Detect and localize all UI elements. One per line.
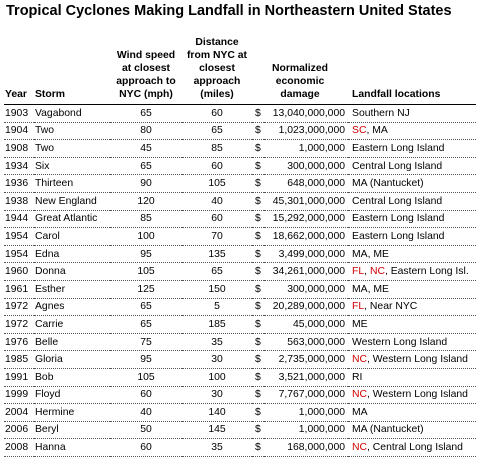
- storm-cell: Vagabond: [34, 105, 110, 123]
- distance-cell: 185: [182, 316, 252, 334]
- landfall-cell: [348, 298, 476, 316]
- year-cell: 1934: [4, 157, 34, 175]
- currency-symbol: $: [252, 280, 264, 298]
- storm-cell: Carol: [34, 228, 110, 246]
- currency-symbol: $: [252, 157, 264, 175]
- landfall-cell: [348, 263, 476, 281]
- landfall-cell: [348, 192, 476, 210]
- landfall-cell: [348, 280, 476, 298]
- currency-symbol: $: [252, 386, 264, 404]
- wind-cell: 85: [110, 210, 182, 228]
- wind-cell: 65: [110, 298, 182, 316]
- currency-symbol: $: [252, 421, 264, 439]
- distance-cell: 65: [182, 263, 252, 281]
- landfall-cell: [348, 140, 476, 158]
- landfall-cell: [348, 404, 476, 422]
- landfall-segment: Western Long Island: [352, 336, 448, 348]
- landfall-segment: Central Long Island: [352, 195, 443, 207]
- storm-cell: Thirteen: [34, 175, 110, 193]
- table-row: [4, 122, 476, 140]
- storm-cell: Bob: [34, 368, 110, 386]
- header-landfall: Landfall locations: [348, 36, 476, 105]
- header-wind: [110, 36, 182, 105]
- landfall-cell: [348, 333, 476, 351]
- year-cell: 2004: [4, 404, 34, 422]
- landfall-segment: NC: [352, 442, 368, 454]
- distance-cell: 60: [182, 157, 252, 175]
- distance-cell: 100: [182, 368, 252, 386]
- landfall-segment: , Western Long Island: [367, 389, 468, 401]
- storm-cell: Carrie: [34, 316, 110, 334]
- year-cell: 1938: [4, 192, 34, 210]
- currency-symbol: $: [252, 228, 264, 246]
- header-storm: Storm: [34, 36, 110, 105]
- wind-cell: 105: [110, 263, 182, 281]
- landfall-cell: [348, 210, 476, 228]
- damage-cell: 300,000,000: [264, 280, 348, 298]
- landfall-segment: Eastern Long Island: [352, 213, 445, 225]
- storm-cell: Floyd: [34, 386, 110, 404]
- landfall-cell: [348, 351, 476, 369]
- header-wind-line: NYC (mph): [119, 89, 173, 100]
- landfall-segment: , MA: [366, 125, 388, 137]
- header-damage: [252, 36, 348, 105]
- currency-symbol: $: [252, 175, 264, 193]
- header-wind-line: Wind speed: [116, 50, 176, 61]
- header-distance-line: from NYC at: [186, 50, 248, 61]
- table-row: [4, 140, 476, 158]
- table-row: [4, 404, 476, 422]
- wind-cell: 65: [110, 105, 182, 123]
- landfall-segment: MA (Nantucket): [352, 178, 424, 190]
- wind-cell: 75: [110, 333, 182, 351]
- table-row: [4, 105, 476, 123]
- distance-cell: 150: [182, 280, 252, 298]
- landfall-segment: Eastern Long Island: [352, 142, 445, 154]
- year-cell: 1904: [4, 122, 34, 140]
- damage-cell: 45,301,000,000: [264, 192, 348, 210]
- storm-cell: Belle: [34, 333, 110, 351]
- wind-cell: 95: [110, 245, 182, 263]
- table-row: [4, 280, 476, 298]
- storm-cell: Six: [34, 157, 110, 175]
- distance-cell: 85: [182, 140, 252, 158]
- distance-cell: 105: [182, 175, 252, 193]
- storm-cell: Hanna: [34, 439, 110, 457]
- table-row: [4, 157, 476, 175]
- landfall-cell: [348, 421, 476, 439]
- table-row: [4, 316, 476, 334]
- damage-cell: 1,023,000,000: [264, 122, 348, 140]
- landfall-segment: SC: [352, 125, 367, 137]
- storm-cell: Hermine: [34, 404, 110, 422]
- damage-cell: 648,000,000: [264, 175, 348, 193]
- table-row: [4, 351, 476, 369]
- header-damage-line: economic: [275, 76, 325, 87]
- landfall-segment: NC: [369, 266, 385, 278]
- currency-symbol: $: [252, 404, 264, 422]
- header-year: Year: [4, 36, 34, 105]
- landfall-cell: [348, 228, 476, 246]
- landfall-segment: MA (Nantucket): [352, 424, 424, 436]
- damage-cell: 3,521,000,000: [264, 368, 348, 386]
- year-cell: 1991: [4, 368, 34, 386]
- distance-cell: 30: [182, 351, 252, 369]
- header-wind-line: approach to: [116, 76, 176, 87]
- landfall-segment: , Western Long Island: [367, 354, 468, 366]
- year-cell: 1972: [4, 298, 34, 316]
- header-distance-line: Distance: [195, 37, 239, 48]
- landfall-cell: [348, 245, 476, 263]
- storm-cell: Great Atlantic: [34, 210, 110, 228]
- distance-cell: 65: [182, 122, 252, 140]
- distance-cell: 30: [182, 386, 252, 404]
- table-row: [4, 333, 476, 351]
- damage-cell: 15,292,000,000: [264, 210, 348, 228]
- landfall-segment: , Near NYC: [364, 301, 418, 313]
- currency-symbol: $: [252, 333, 264, 351]
- storm-cell: Gloria: [34, 351, 110, 369]
- currency-symbol: $: [252, 439, 264, 457]
- wind-cell: 65: [110, 316, 182, 334]
- storm-cell: Esther: [34, 280, 110, 298]
- table-body: [4, 105, 476, 457]
- year-cell: 2008: [4, 439, 34, 457]
- landfall-segment: FL: [352, 301, 365, 313]
- damage-cell: 563,000,000: [264, 333, 348, 351]
- wind-cell: 50: [110, 421, 182, 439]
- landfall-segment: RI: [352, 371, 363, 383]
- currency-symbol: $: [252, 351, 264, 369]
- table-header: [4, 36, 476, 105]
- landfall-cell: [348, 175, 476, 193]
- table-row: [4, 368, 476, 386]
- wind-cell: 40: [110, 404, 182, 422]
- table-row: [4, 421, 476, 439]
- landfall-cell: [348, 386, 476, 404]
- damage-cell: 45,000,000: [264, 316, 348, 334]
- header-distance-line: closest: [199, 63, 235, 74]
- table-row: [4, 386, 476, 404]
- year-cell: 1999: [4, 386, 34, 404]
- year-cell: 1972: [4, 316, 34, 334]
- landfall-segment: Central Long Island: [352, 160, 443, 172]
- table-row: [4, 439, 476, 457]
- distance-cell: 60: [182, 105, 252, 123]
- header-distance-line: (miles): [200, 89, 234, 100]
- currency-symbol: $: [252, 245, 264, 263]
- year-cell: 2006: [4, 421, 34, 439]
- landfall-cell: [348, 157, 476, 175]
- cyclone-table: [4, 36, 476, 457]
- landfall-segment: ,: [364, 266, 370, 278]
- currency-symbol: $: [252, 122, 264, 140]
- table-row: [4, 210, 476, 228]
- landfall-segment: NC: [352, 389, 368, 401]
- currency-symbol: $: [252, 105, 264, 123]
- landfall-segment: MA, ME: [352, 248, 389, 260]
- landfall-cell: [348, 316, 476, 334]
- landfall-segment: NC: [352, 354, 368, 366]
- storm-cell: Agnes: [34, 298, 110, 316]
- landfall-cell: [348, 105, 476, 123]
- damage-cell: 13,040,000,000: [264, 105, 348, 123]
- landfall-segment: MA, ME: [352, 283, 389, 295]
- wind-cell: 90: [110, 175, 182, 193]
- year-cell: 1944: [4, 210, 34, 228]
- currency-symbol: $: [252, 210, 264, 228]
- year-cell: 1976: [4, 333, 34, 351]
- year-cell: 1960: [4, 263, 34, 281]
- storm-cell: Two: [34, 140, 110, 158]
- wind-cell: 95: [110, 351, 182, 369]
- wind-cell: 100: [110, 228, 182, 246]
- header-distance-line: approach: [193, 76, 241, 87]
- damage-cell: 300,000,000: [264, 157, 348, 175]
- distance-cell: 60: [182, 210, 252, 228]
- distance-cell: 135: [182, 245, 252, 263]
- storm-cell: Two: [34, 122, 110, 140]
- currency-symbol: $: [252, 192, 264, 210]
- damage-cell: 20,289,000,000: [264, 298, 348, 316]
- year-cell: 1985: [4, 351, 34, 369]
- landfall-segment: Southern NJ: [352, 107, 410, 119]
- page-title: Tropical Cyclones Making Landfall in Northeastern United States: [6, 3, 452, 19]
- table-row: [4, 245, 476, 263]
- table-row: [4, 228, 476, 246]
- storm-cell: Donna: [34, 263, 110, 281]
- distance-cell: 140: [182, 404, 252, 422]
- table-row: [4, 263, 476, 281]
- landfall-segment: FL: [352, 266, 365, 278]
- wind-cell: 60: [110, 386, 182, 404]
- damage-cell: 34,261,000,000: [264, 263, 348, 281]
- year-cell: 1936: [4, 175, 34, 193]
- header-damage-line: Normalized: [272, 63, 329, 74]
- distance-cell: 70: [182, 228, 252, 246]
- landfall-segment: ME: [352, 318, 368, 330]
- currency-symbol: $: [252, 298, 264, 316]
- damage-cell: 2,735,000,000: [264, 351, 348, 369]
- damage-cell: 168,000,000: [264, 439, 348, 457]
- landfall-segment: MA: [352, 406, 368, 418]
- year-cell: 1908: [4, 140, 34, 158]
- damage-cell: 1,000,000: [264, 140, 348, 158]
- landfall-cell: [348, 439, 476, 457]
- header-wind-line: at closest: [122, 63, 170, 74]
- wind-cell: 60: [110, 439, 182, 457]
- header-damage-line: damage: [280, 89, 320, 100]
- year-cell: 1954: [4, 245, 34, 263]
- year-cell: 1903: [4, 105, 34, 123]
- wind-cell: 105: [110, 368, 182, 386]
- damage-cell: 3,499,000,000: [264, 245, 348, 263]
- wind-cell: 125: [110, 280, 182, 298]
- table-row: [4, 192, 476, 210]
- distance-cell: 5: [182, 298, 252, 316]
- distance-cell: 35: [182, 439, 252, 457]
- storm-cell: Edna: [34, 245, 110, 263]
- header-distance: [182, 36, 252, 105]
- damage-cell: 1,000,000: [264, 404, 348, 422]
- landfall-segment: , Central Long Island: [367, 442, 463, 454]
- damage-cell: 18,662,000,000: [264, 228, 348, 246]
- damage-cell: 1,000,000: [264, 421, 348, 439]
- wind-cell: 120: [110, 192, 182, 210]
- landfall-cell: [348, 368, 476, 386]
- damage-cell: 7,767,000,000: [264, 386, 348, 404]
- wind-cell: 45: [110, 140, 182, 158]
- currency-symbol: $: [252, 263, 264, 281]
- landfall-segment: Eastern Long Island: [352, 230, 445, 242]
- year-cell: 1954: [4, 228, 34, 246]
- currency-symbol: $: [252, 140, 264, 158]
- wind-cell: 65: [110, 157, 182, 175]
- wind-cell: 80: [110, 122, 182, 140]
- distance-cell: 35: [182, 333, 252, 351]
- table-row: [4, 298, 476, 316]
- landfall-segment: , Eastern Long Isl.: [384, 266, 469, 278]
- year-cell: 1961: [4, 280, 34, 298]
- table-row: [4, 175, 476, 193]
- distance-cell: 145: [182, 421, 252, 439]
- landfall-cell: [348, 122, 476, 140]
- storm-cell: New England: [34, 192, 110, 210]
- storm-cell: Beryl: [34, 421, 110, 439]
- currency-symbol: $: [252, 368, 264, 386]
- distance-cell: 40: [182, 192, 252, 210]
- currency-symbol: $: [252, 316, 264, 334]
